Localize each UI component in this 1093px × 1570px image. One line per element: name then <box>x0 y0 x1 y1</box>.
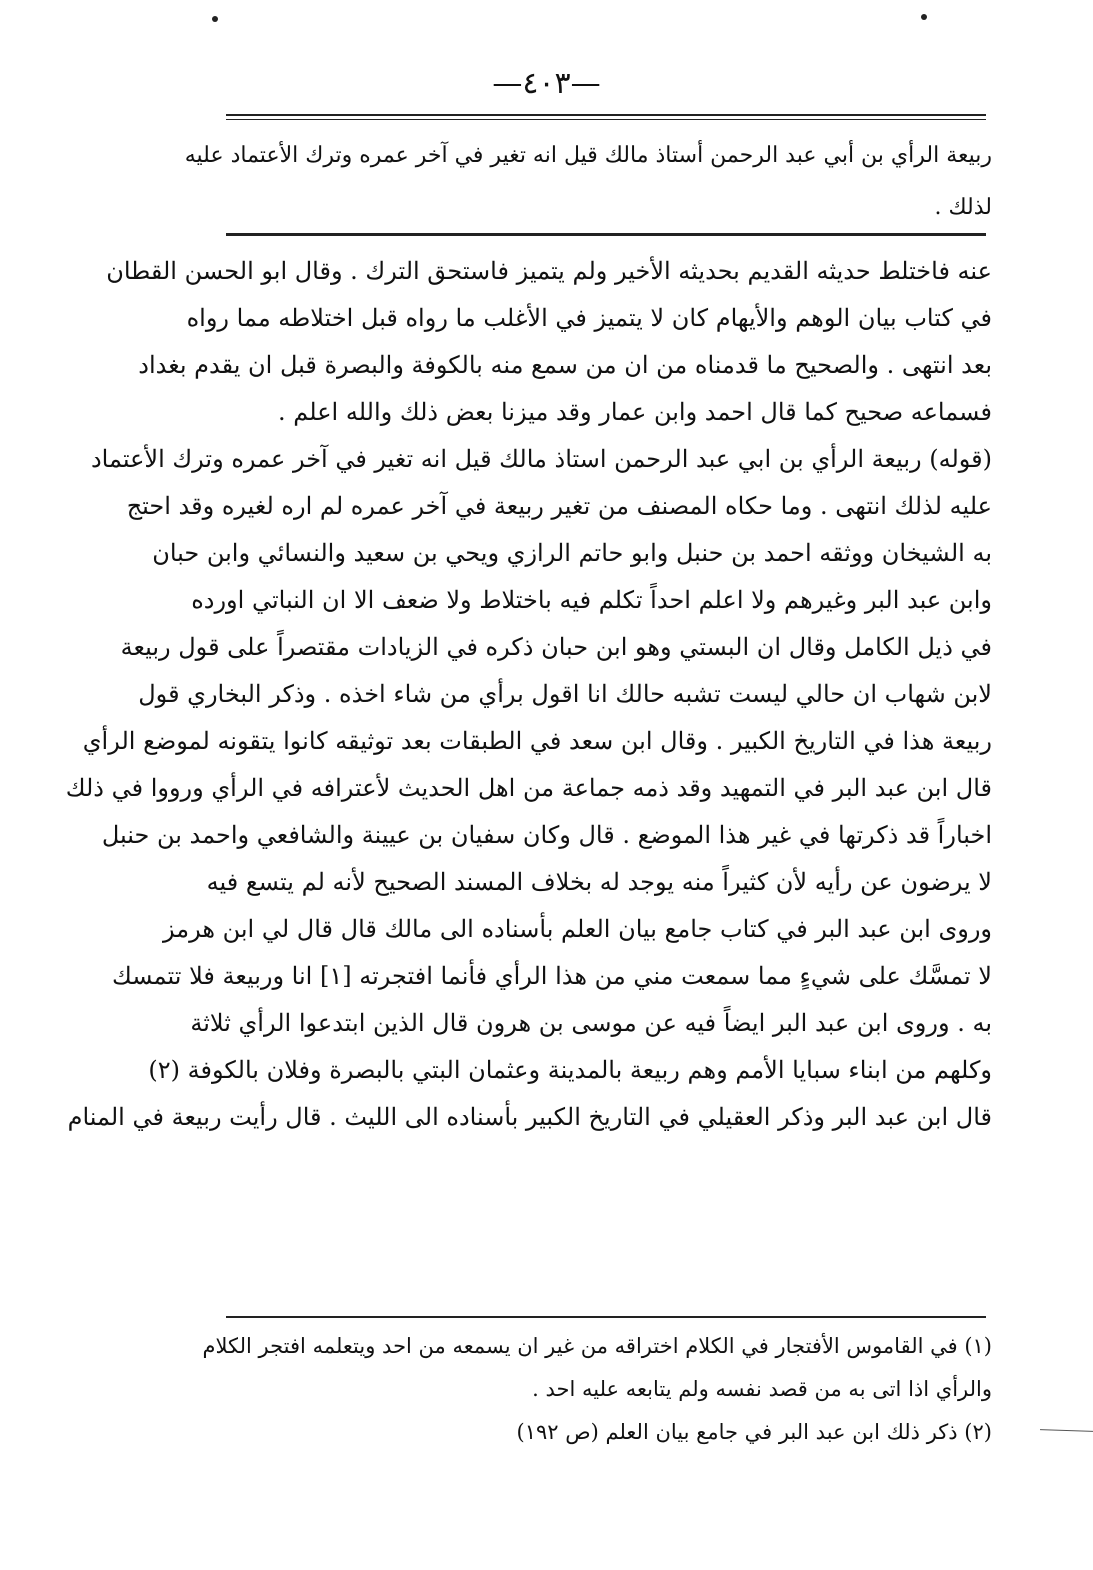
footnote-line: (١) في القاموس الأفتجار في الكلام اختراقه من غير ان يسمعه من احد ويتعلمه افتجر الكلام <box>202 1334 992 1358</box>
text-line: به . وروى ابن عبد البر ايضاً فيه عن موسى بن هرون قال الذين ابتدعوا الرأي ثلاثة <box>190 1009 992 1037</box>
text-line: وكلهم من ابناء سبايا الأمم وهم ربيعة بالمدينة وعثمان البتي بالبصرة وفلان بالكوفة (٢) <box>148 1056 992 1084</box>
text-line: (قوله) ربيعة الرأي بن ابي عبد الرحمن استاذ مالك قيل انه تغير في آخر عمره وترك الأعتماد <box>90 445 992 473</box>
header-separator-rule <box>226 233 986 236</box>
footnote-line: والرأي اذا اتى به من قصد نفسه ولم يتابعه عليه احد . <box>532 1377 992 1401</box>
text-line: لا يرضون عن رأيه لأن كثيراً منه يوجد له بخلاف المسند الصحيح لأنه لم يتسع فيه <box>206 868 992 896</box>
scan-speck <box>212 16 218 22</box>
header-note-line: ربيعة الرأي بن أبي عبد الرحمن أستاذ مالك قيل انه تغير في آخر عمره وترك الأعتماد عليه <box>184 143 992 168</box>
main-text <box>65 248 992 1141</box>
scan-edge-mark <box>1040 1429 1093 1432</box>
page-number: —٤٠٣— <box>492 66 601 101</box>
text-line: وابن عبد البر وغيرهم ولا اعلم احداً تكلم فيه باختلاط ولا ضعف الا ان النباتي اورده <box>191 586 992 614</box>
text-line: ربيعة هذا في التاريخ الكبير . وقال ابن سعد في الطبقات بعد توثيقه كانوا يتقونه لموضع الرأي <box>82 727 992 755</box>
header-note-line: لذلك . <box>934 195 992 220</box>
text-line: عليه لذلك انتهى . وما حكاه المصنف من تغير ربيعة في آخر عمره لم اره لغيره وقد احتج <box>126 492 992 520</box>
text-line: اخباراً قد ذكرتها في غير هذا الموضع . قال وكان سفيان بن عيينة والشافعي واحمد بن حنبل <box>101 821 992 849</box>
footnote-separator-rule <box>226 1316 986 1318</box>
footnotes <box>202 1325 992 1454</box>
text-line: وروى ابن عبد البر في كتاب جامع بيان العلم بأسناده الى مالك قال قال لي ابن هرمز <box>162 915 992 943</box>
text-line: به الشيخان ووثقه احمد بن حنبل وابو حاتم الرازي ويحي بن سعيد والنسائي وابن حبان <box>152 539 992 567</box>
text-line: عنه فاختلط حديثه القديم بحديثه الأخير ولم يتميز فاستحق الترك . وقال ابو الحسن القطان <box>106 257 992 285</box>
text-line: لابن شهاب ان حالي ليست تشبه حالك انا اقول برأي من شاء اخذه . وذكر البخاري قول <box>138 680 992 708</box>
text-line: لا تمسَّك على شيءٍ مما سمعت مني من هذا الرأي فأنما افتجرته [١] انا وربيعة فلا تتمسك <box>112 962 992 990</box>
text-line: بعد انتهى . والصحيح ما قدمناه من ان من سمع منه بالكوفة والبصرة قبل ان يقدم بغداد <box>138 351 992 379</box>
header-note <box>184 130 992 234</box>
footnote-line: (٢) ذكر ذلك ابن عبد البر في جامع بيان العلم (ص ١٩٢) <box>516 1420 992 1444</box>
scan-speck <box>921 14 927 20</box>
text-line: في كتاب بيان الوهم والأيهام كان لا يتميز في الأغلب ما رواه قبل اختلاطه مما رواه <box>186 304 992 332</box>
text-line: قال ابن عبد البر وذكر العقيلي في التاريخ الكبير بأسناده الى الليث . قال رأيت ربيعة في المنام <box>67 1103 992 1131</box>
text-line: قال ابن عبد البر في التمهيد وقد ذمه جماعة من اهل الحديث لأعترافه في الرأي ورووا في ذلك <box>65 774 992 802</box>
text-line: في ذيل الكامل وقال ان البستي وهو ابن حبان ذكره في الزيادات مقتصراً على قول ربيعة <box>120 633 992 661</box>
text-line: فسماعه صحيح كما قال احمد وابن عمار وقد ميزنا بعض ذلك والله اعلم . <box>278 398 992 426</box>
header-double-rule <box>226 114 986 120</box>
